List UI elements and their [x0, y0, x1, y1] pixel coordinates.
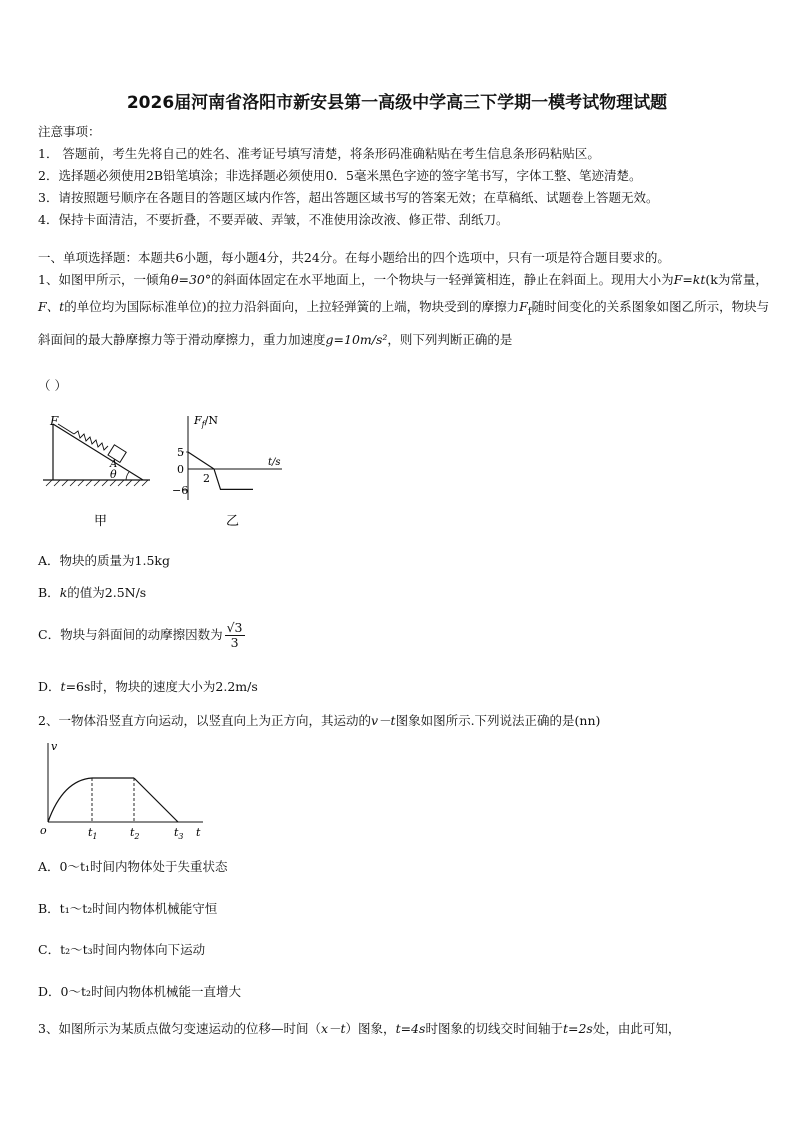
q2-option-a[interactable]: A．0～t₁时间内物体处于失重状态: [38, 859, 228, 874]
t3-label: $t_3$: [174, 826, 184, 841]
x-axis-label: t/s: [268, 457, 281, 468]
notice-item-2: 2．选择题必须使用2B铅笔填涂；非选择题必须使用0．5毫米黑色字迹的签字笔书写，字体工整、笔迹清楚。: [38, 168, 642, 183]
q1-option-c[interactable]: C．物块与斜面间的动摩擦因数为 $\frac{√3}{3}$: [38, 620, 243, 650]
page-title: 2026届河南省洛阳市新安县第一高级中学高三下学期一模考试物理试题: [126, 93, 668, 113]
incline-figure: [38, 410, 158, 530]
q2-option-b[interactable]: B．t₁～t₂时间内物体机械能守恒: [38, 901, 218, 916]
q2-option-d[interactable]: D．0～t₂时间内物体机械能一直增大: [38, 984, 242, 999]
velocity-time-figure: [38, 738, 218, 842]
t1-label: $t_1$: [88, 826, 98, 841]
question-1-stem: 1、如图甲所示，一倾角θ=30°的斜面体固定在水平地面上，一个物块与一轻弹簧相连，静止在斜面上。现用大小为F=kt(k为常量，F、t的单位均为国际标准单位)的拉力沿斜面向，上拉轻弹簧的上端，物块受到的摩擦力$F_f$随时间变化的关系图象如图乙所示，物块与斜面间的最大静摩擦力等于滑动摩擦力，重力加速度g=10m/s²，则下列判断正确的是: [38, 272, 770, 347]
section-heading: 一、单项选择题：本题共6小题，每小题4分，共24分。在每小题给出的四个选项中，只有一项是符合题目要求的。: [38, 250, 670, 265]
v-label: v: [51, 740, 58, 753]
question-2-stem: 2、一物体沿竖直方向运动，以竖直向上为正方向，其运动的v－t图象如图所示.下列说法正确的是(nn): [38, 713, 601, 728]
question-1-blank: （ ）: [38, 378, 67, 393]
origin-label: o: [40, 824, 47, 837]
notice-item-4: 4．保持卡面清洁，不要折叠，不要弄破、弄皱，不准使用涂改液、修正带、刮纸刀。: [38, 212, 509, 227]
figure-b-caption: 乙: [226, 514, 240, 529]
friction-time-chart: [170, 408, 295, 533]
q1-option-a[interactable]: A．物块的质量为1.5kg: [38, 553, 170, 568]
y-tick-5: 5: [177, 446, 184, 459]
y-tick-neg6: −6: [172, 484, 189, 497]
notice-heading: 注意事项：: [38, 124, 101, 139]
t-axis-label: t: [196, 826, 201, 839]
notice-item-1: 1． 答题前，考生先将自己的姓名、准考证号填写清楚，将条形码准确粘贴在考生信息条形码粘贴区。: [38, 146, 600, 161]
figure-a-caption: 甲: [94, 514, 108, 529]
t2-label: $t_2$: [130, 826, 140, 841]
angle-label: θ: [110, 468, 117, 481]
series-line: [188, 452, 253, 489]
fraction: $\frac{√3}{3}$: [226, 620, 243, 650]
block-label: A: [110, 459, 118, 470]
force-label: F: [50, 414, 59, 428]
q1-option-d[interactable]: D．t=6s时，物块的速度大小为2.2m/s: [38, 679, 258, 694]
y-axis-label: $F_f/N$: [194, 414, 218, 429]
q1-option-b[interactable]: B．k的值为2.5N/s: [38, 585, 147, 600]
notice-item-3: 3．请按照题号顺序在各题目的答题区域内作答，超出答题区域书写的答案无效；在草稿纸、试题卷上答题无效。: [38, 190, 659, 205]
q2-option-c[interactable]: C．t₂～t₃时间内物体向下运动: [38, 942, 206, 957]
x-tick-2: 2: [203, 472, 210, 485]
y-tick-0: 0: [177, 463, 184, 476]
question-3-stem: 3、如图所示为某质点做匀变速运动的位移—时间（x－t）图象，t=4s时图象的切线交时间轴于t=2s处，由此可知，: [38, 1021, 681, 1036]
